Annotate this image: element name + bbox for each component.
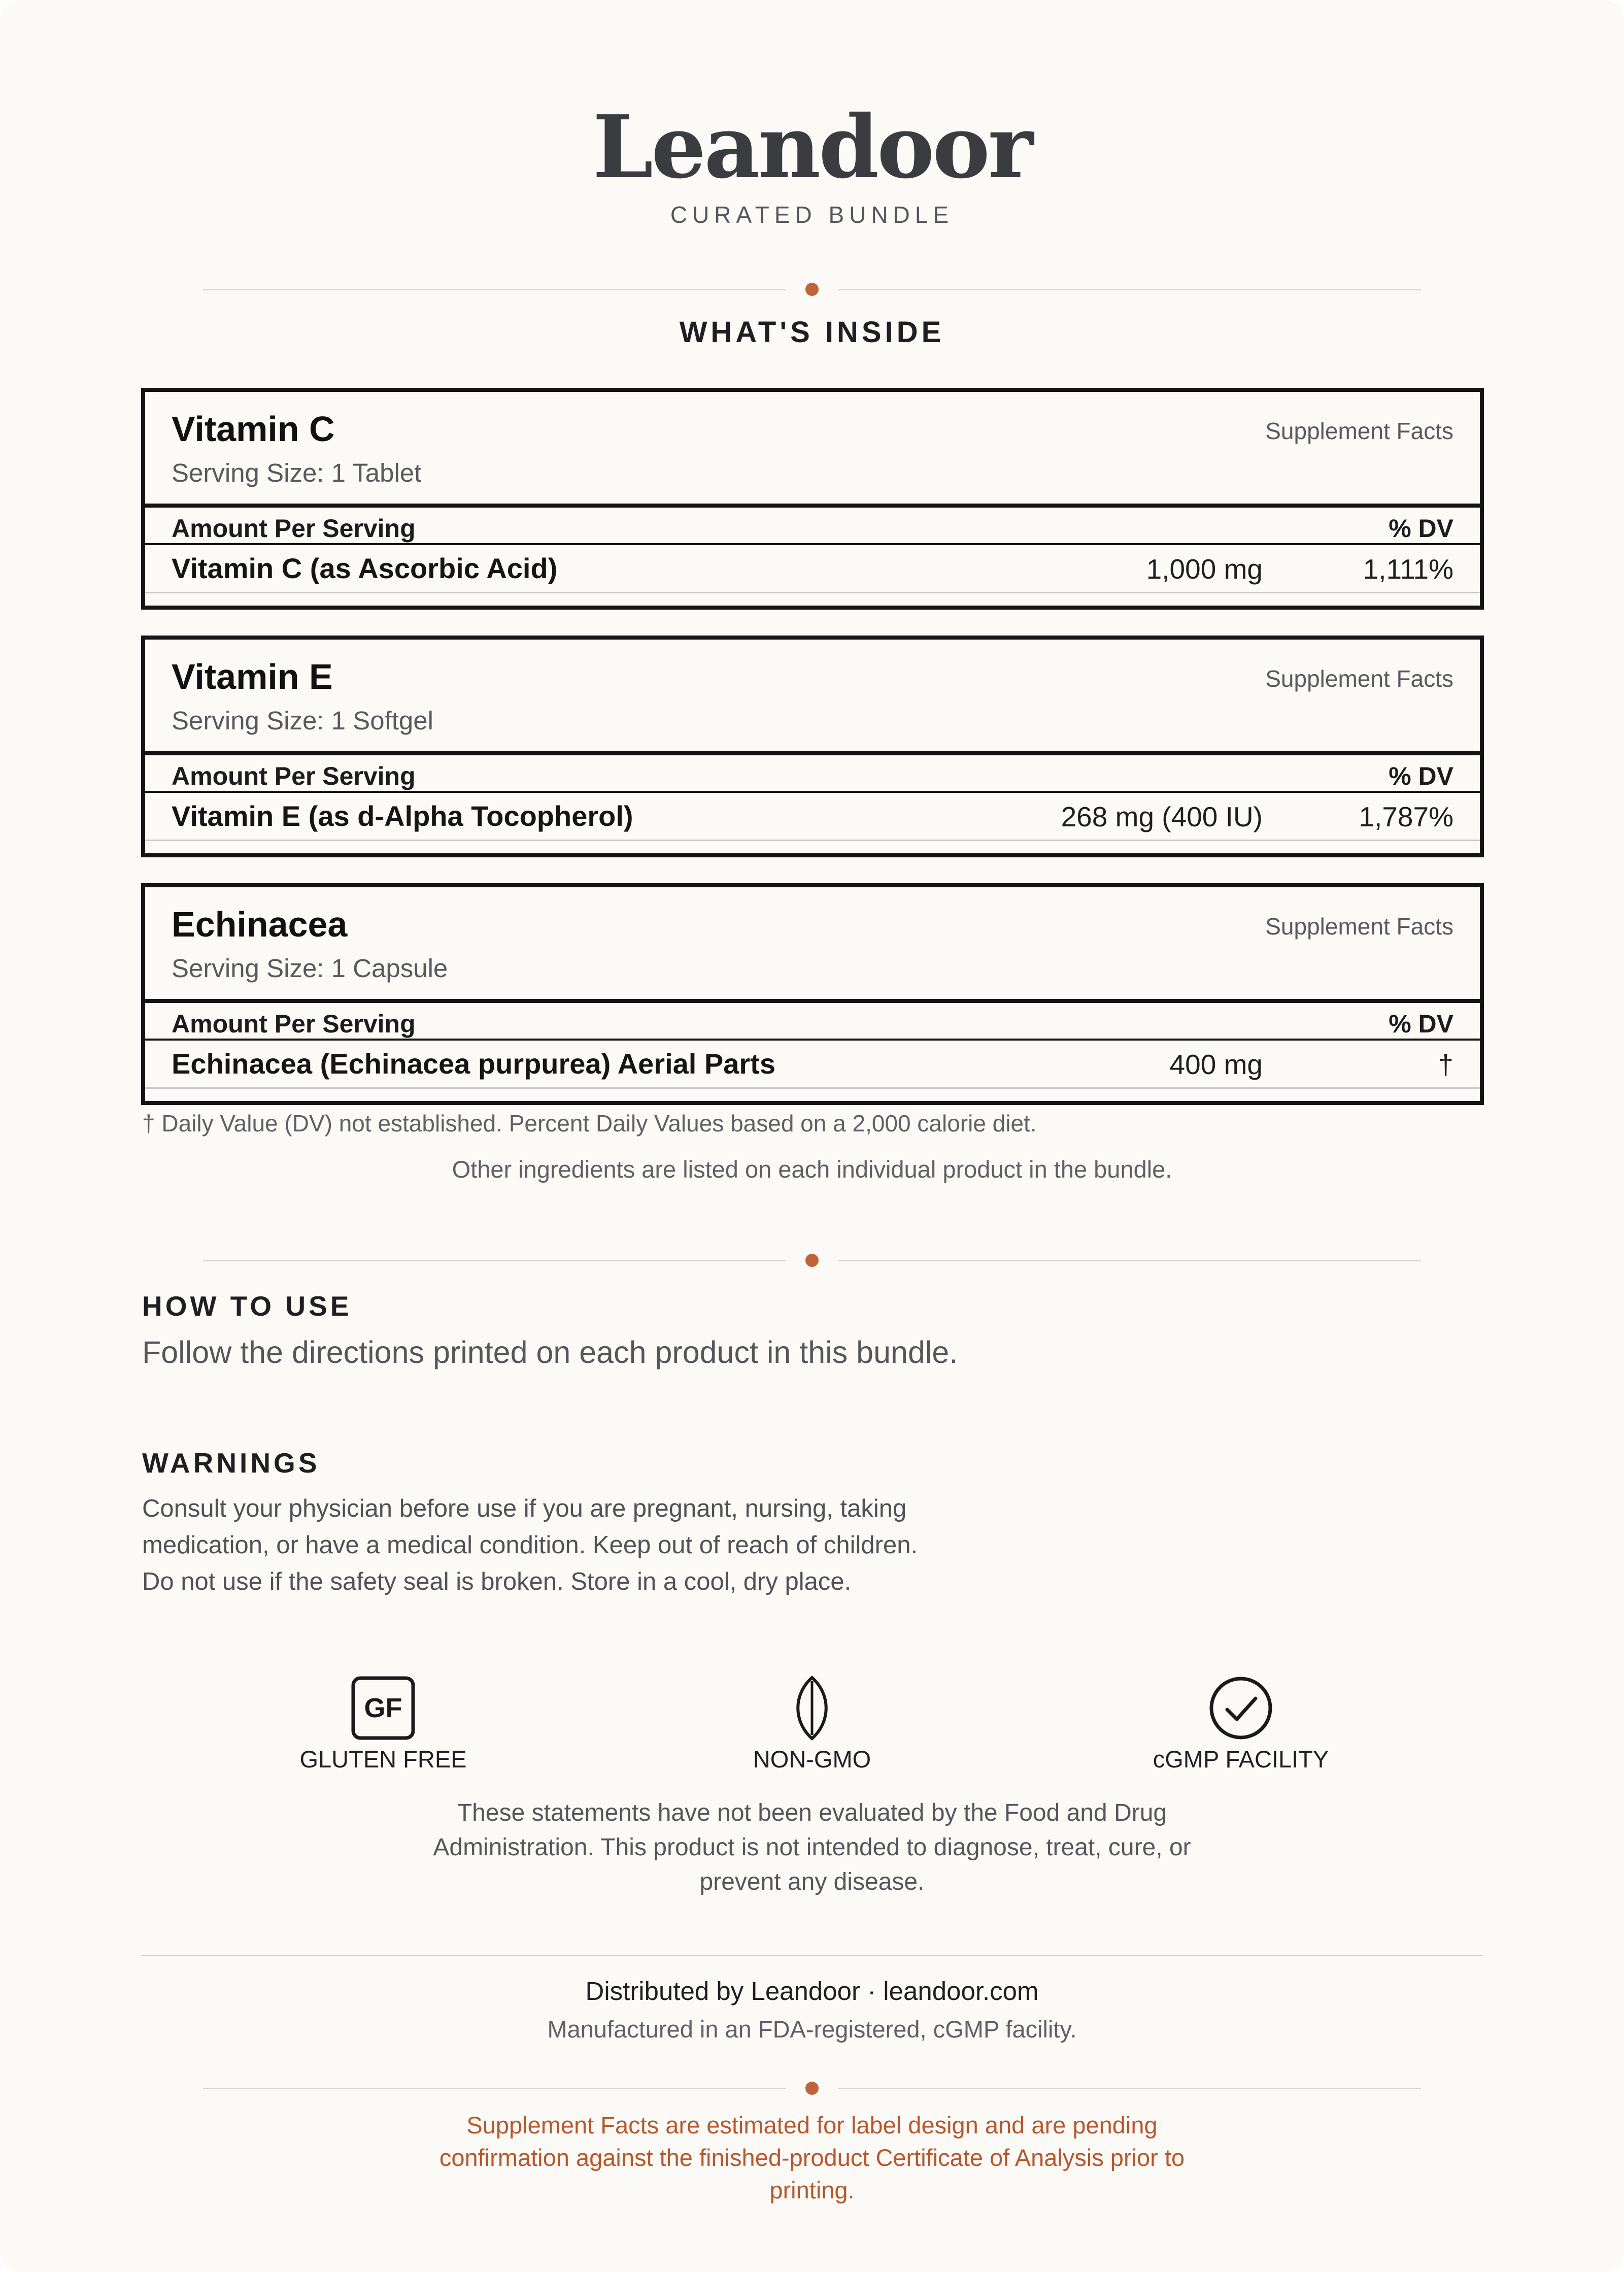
amount-header: Amount Per Serving (172, 1010, 416, 1038)
footer-rule (141, 1955, 1483, 1956)
other-ingredients-note: Other ingredients are listed on each individual product in the bundle. (452, 1156, 1172, 1183)
leaf-icon (779, 1675, 845, 1741)
ingredient-amount: 268 mg (400 IU) (1061, 801, 1263, 832)
badge-label: cGMP FACILITY (1153, 1746, 1329, 1773)
ingredient-dv: 1,111% (1363, 553, 1453, 585)
facts-label: Supplement Facts (1265, 913, 1453, 940)
accent-dot-icon (805, 2082, 819, 2095)
warnings-heading: WARNINGS (142, 1447, 320, 1479)
facts-label: Supplement Facts (1265, 418, 1453, 444)
distributor-line: Distributed by Leandoor · leandoor.com (585, 1977, 1039, 2006)
product-name: Vitamin E (172, 657, 333, 696)
supplement-facts-panel (141, 388, 1484, 610)
badge-non-gmo (634, 1675, 990, 1771)
ingredient-name: Vitamin C (as Ascorbic Acid) (172, 552, 558, 584)
design-note: Supplement Facts are estimated for label design and are pending confirmation against the finished-product Certificate of Analysis prior to printing. (439, 2112, 1185, 2203)
ingredient-name: Echinacea (Echinacea purpurea) Aerial Parts (172, 1048, 775, 1080)
dv-header: % DV (1389, 514, 1453, 543)
gluten-free-icon (350, 1675, 416, 1741)
product-name: Vitamin C (172, 409, 335, 449)
accent-dot-icon (805, 1254, 819, 1267)
badge-label: GLUTEN FREE (299, 1746, 467, 1773)
amount-header: Amount Per Serving (172, 762, 416, 790)
nutrient-row (145, 793, 1480, 841)
product-name: Echinacea (172, 905, 348, 944)
divider (203, 1253, 1421, 1268)
supplement-facts-panel (141, 636, 1484, 857)
ingredient-dv: † (1438, 1049, 1453, 1080)
serving-size: Serving Size: 1 Softgel (172, 706, 433, 735)
divider (203, 2081, 1421, 2096)
badge-label: NON-GMO (753, 1746, 871, 1773)
nutrient-row (145, 545, 1480, 593)
ingredient-amount: 1,000 mg (1146, 553, 1263, 585)
ingredient-amount: 400 mg (1169, 1049, 1263, 1080)
svg-text:GF: GF (364, 1693, 402, 1723)
brand-name: Leandoor (592, 96, 1032, 198)
serving-size: Serving Size: 1 Capsule (172, 954, 448, 983)
dv-footnote: † Daily Value (DV) not established. Percent Daily Values based on a 2,000 calorie diet. (142, 1110, 1037, 1137)
fda-statement: These statements have not been evaluated by the Food and Drug Administration. This product is not intended to diagnose, treat, cure, or prevent any disease. (433, 1799, 1191, 1895)
divider (203, 282, 1421, 297)
dv-header: % DV (1389, 1010, 1453, 1038)
badge-gluten-free (206, 1675, 561, 1771)
manufacture-line: Manufactured in an FDA-registered, cGMP facility. (547, 2016, 1077, 2043)
check-circle-icon (1208, 1675, 1274, 1741)
how-to-use-text: Follow the directions printed on each product in this bundle. (142, 1335, 958, 1369)
ingredient-dv: 1,787% (1359, 801, 1453, 832)
nutrient-row (145, 1041, 1480, 1089)
section-title: WHAT'S INSIDE (679, 316, 945, 349)
ingredient-name: Vitamin E (as d-Alpha Tocopherol) (172, 800, 633, 832)
facts-label: Supplement Facts (1265, 665, 1453, 692)
amount-header: Amount Per Serving (172, 514, 416, 543)
accent-dot-icon (805, 283, 819, 296)
dv-header: % DV (1389, 762, 1453, 790)
brand-tagline: CURATED BUNDLE (670, 202, 954, 228)
supplement-facts-panel (141, 883, 1484, 1105)
serving-size: Serving Size: 1 Tablet (172, 458, 422, 487)
how-to-use-heading: HOW TO USE (142, 1290, 352, 1322)
warnings-text: Consult your physician before use if you are pregnant, nursing, taking medication, or have a medical condition. Keep out of reach of children. Do not use if the safety seal is broken. Store in a cool, dry place. (142, 1495, 918, 1595)
badge-cgmp (1063, 1675, 1418, 1771)
